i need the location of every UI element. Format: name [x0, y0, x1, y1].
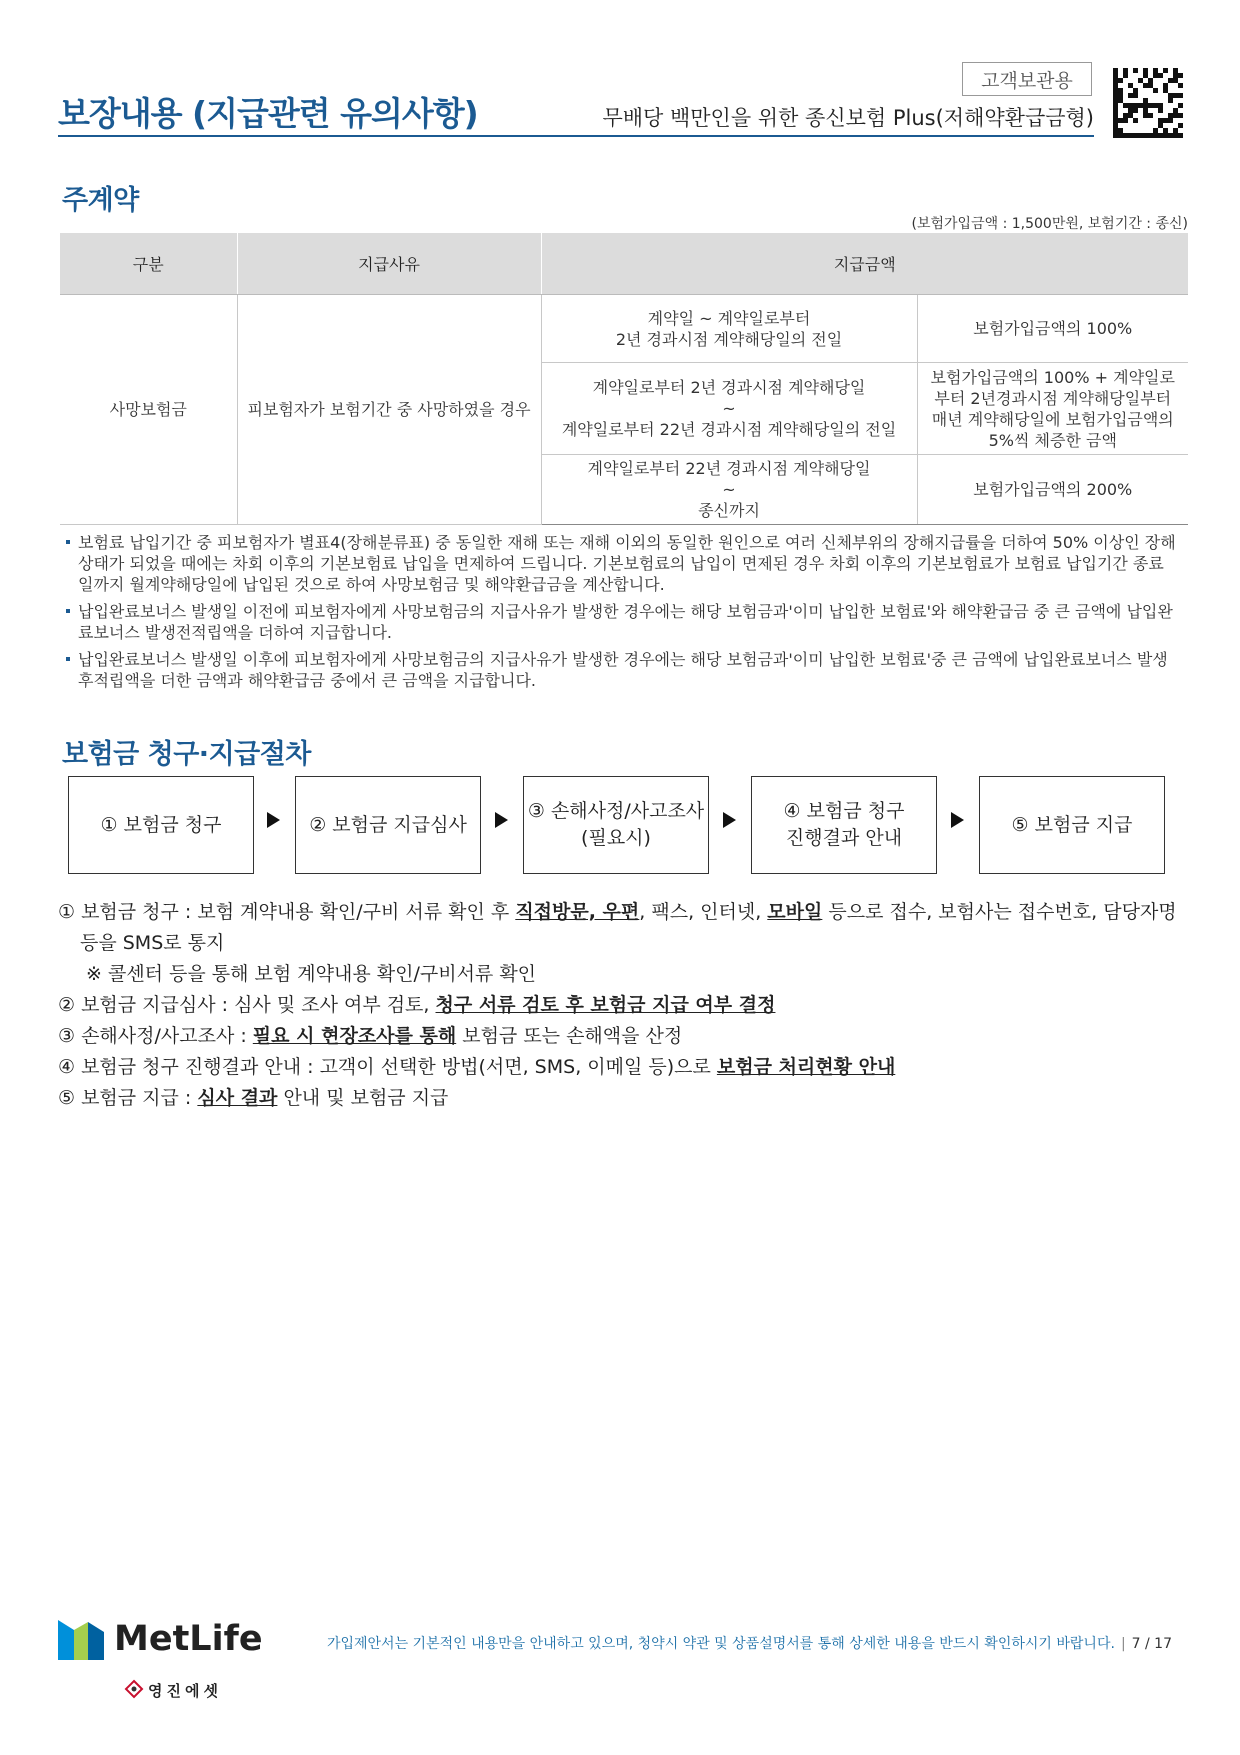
table-row: [60, 295, 1188, 363]
table-header-reason: 지급사유: [237, 233, 541, 295]
step-claim: ① 보험금 청구 : 보험 계약내용 확인/구비 서류 확인 후 직접방문, 우편, 팩스, 인터넷, 모바일 등으로 접수, 보험사는 접수번호, 담당자명: [58, 901, 1177, 923]
period-cell: 계약일로부터 2년 경과시점 계약해당일 ~ 계약일로부터 22년 경과시점 계약해당일의 전일: [541, 363, 917, 455]
flow-step-claim: ① 보험금 청구: [68, 776, 254, 874]
note-item: 보험료 납입기간 중 피보험자가 별표4(장해분류표) 중 동일한 재해 또는 재해 이외의 동일한 원인으로 여러 신체부위의 장해지급률을 더하여 50% 이상인 장해상태가 되었을 때에는 차회 이후의 기본보험료 납입을 면제하여 드립니다. 기본보험료의 납입이 면제된 경우 차회 이후의 기본보험료가 보험료 납입기간 종료일까지 월계약해당일에 납입된 것으로 하여 사망보험금 및 해약환급금을 계산합니다.: [66, 532, 1178, 595]
amount-cell: 보험가입금액의 100% + 계약일로 부터 2년경과시점 계약해당일부터 매년 계약해당일에 보험가입금액의 5%씩 체증한 금액: [917, 363, 1188, 455]
header-divider: [58, 135, 1094, 137]
flow-arrow-icon: [267, 812, 280, 828]
amount-cell: 보험가입금액의 100%: [917, 295, 1188, 363]
amount-cell: 보험가입금액의 200%: [917, 455, 1188, 525]
section-title-main-contract: 주계약: [62, 185, 139, 216]
footer-disclaimer: 가입제안서는 기본적인 내용만을 안내하고 있으며, 청약시 약관 및 상품설명서를 통해 상세한 내용을 반드시 확인하시기 바랍니다. | 7 / 17: [326, 1636, 1172, 1652]
flow-step-loss-adjustment: ③ 손해사정/사고조사 (필요시): [523, 776, 709, 874]
reason-cell: 피보험자가 보험기간 중 사망하였을 경우: [237, 295, 541, 525]
copy-type-badge: 고객보관용: [962, 62, 1092, 96]
metlife-logo: MetLife: [114, 1619, 263, 1659]
bullet-icon: [66, 540, 70, 544]
page-number: 7 / 17: [1131, 1636, 1172, 1652]
flow-arrow-icon: [951, 812, 964, 828]
bullet-icon: [66, 609, 70, 613]
flow-step-payment: ⑤ 보험금 지급: [979, 776, 1165, 874]
datamatrix-code-icon: [1113, 68, 1183, 138]
flow-step-review: ② 보험금 지급심사: [295, 776, 481, 874]
partner-name: 영진에셋: [148, 1682, 222, 1700]
claim-steps: [58, 897, 1188, 1114]
coverage-info-note: (보험가입금액 : 1,500만원, 보험기간 : 종신): [911, 216, 1188, 232]
metlife-logo-icon: [58, 1620, 104, 1660]
flow-step-progress-notice: ④ 보험금 청구 진행결과 안내: [751, 776, 937, 874]
step-review: ② 보험금 지급심사 : 심사 및 조사 여부 검토, 청구 서류 검토 후 보험금 지급 여부 결정: [58, 994, 776, 1016]
table-header-category: 구분: [60, 233, 237, 295]
bullet-icon: [66, 657, 70, 661]
period-cell: 계약일 ~ 계약일로부터 2년 경과시점 계약해당일의 전일: [541, 295, 917, 363]
flow-arrow-icon: [495, 812, 508, 828]
coverage-table: [60, 233, 1188, 525]
note-item: 납입완료보너스 발생일 이전에 피보험자에게 사망보험금의 지급사유가 발생한 경우에는 해당 보험금과'이미 납입한 보험료'와 해약환급금 중 큰 금액에 납입완료보너스 발생전적립액을 더하여 지급합니다.: [66, 601, 1178, 643]
category-cell: 사망보험금: [60, 295, 237, 525]
product-name: 무배당 백만인을 위한 종신보험 Plus(저해약환급금형): [602, 106, 1094, 130]
period-cell: 계약일로부터 22년 경과시점 계약해당일 ~ 종신까지: [541, 455, 917, 525]
coverage-notes: [66, 532, 1178, 697]
step-claim-cont: 등을 SMS로 통지: [80, 932, 225, 954]
section-title-claim-process: 보험금 청구·지급절차: [62, 739, 311, 770]
step-progress-notice: ④ 보험금 청구 진행결과 안내 : 고객이 선택한 방법(서면, SMS, 이메일 등)으로 보험금 처리현황 안내: [58, 1056, 896, 1078]
table-header-amount: 지급금액: [541, 233, 1188, 295]
step-claim-note: ※ 콜센터 등을 통해 보험 계약내용 확인/구비서류 확인: [86, 963, 537, 985]
flow-arrow-icon: [723, 812, 736, 828]
step-loss-adjustment: ③ 손해사정/사고조사 : 필요 시 현장조사를 통해 보험금 또는 손해액을 산정: [58, 1025, 683, 1047]
step-payment: ⑤ 보험금 지급 : 심사 결과 안내 및 보험금 지급: [58, 1087, 449, 1109]
note-item: 납입완료보너스 발생일 이후에 피보험자에게 사망보험금의 지급사유가 발생한 경우에는 해당 보험금과'이미 납입한 보험료'중 큰 금액에 납입완료보너스 발생후적립액을 더한 금액과 해약환급금 중에서 큰 금액을 지급합니다.: [66, 649, 1178, 691]
partner-logo-icon: [124, 1679, 144, 1699]
page-title: 보장내용 (지급관련 유의사항): [58, 94, 478, 133]
table-header-row: [60, 233, 1188, 295]
